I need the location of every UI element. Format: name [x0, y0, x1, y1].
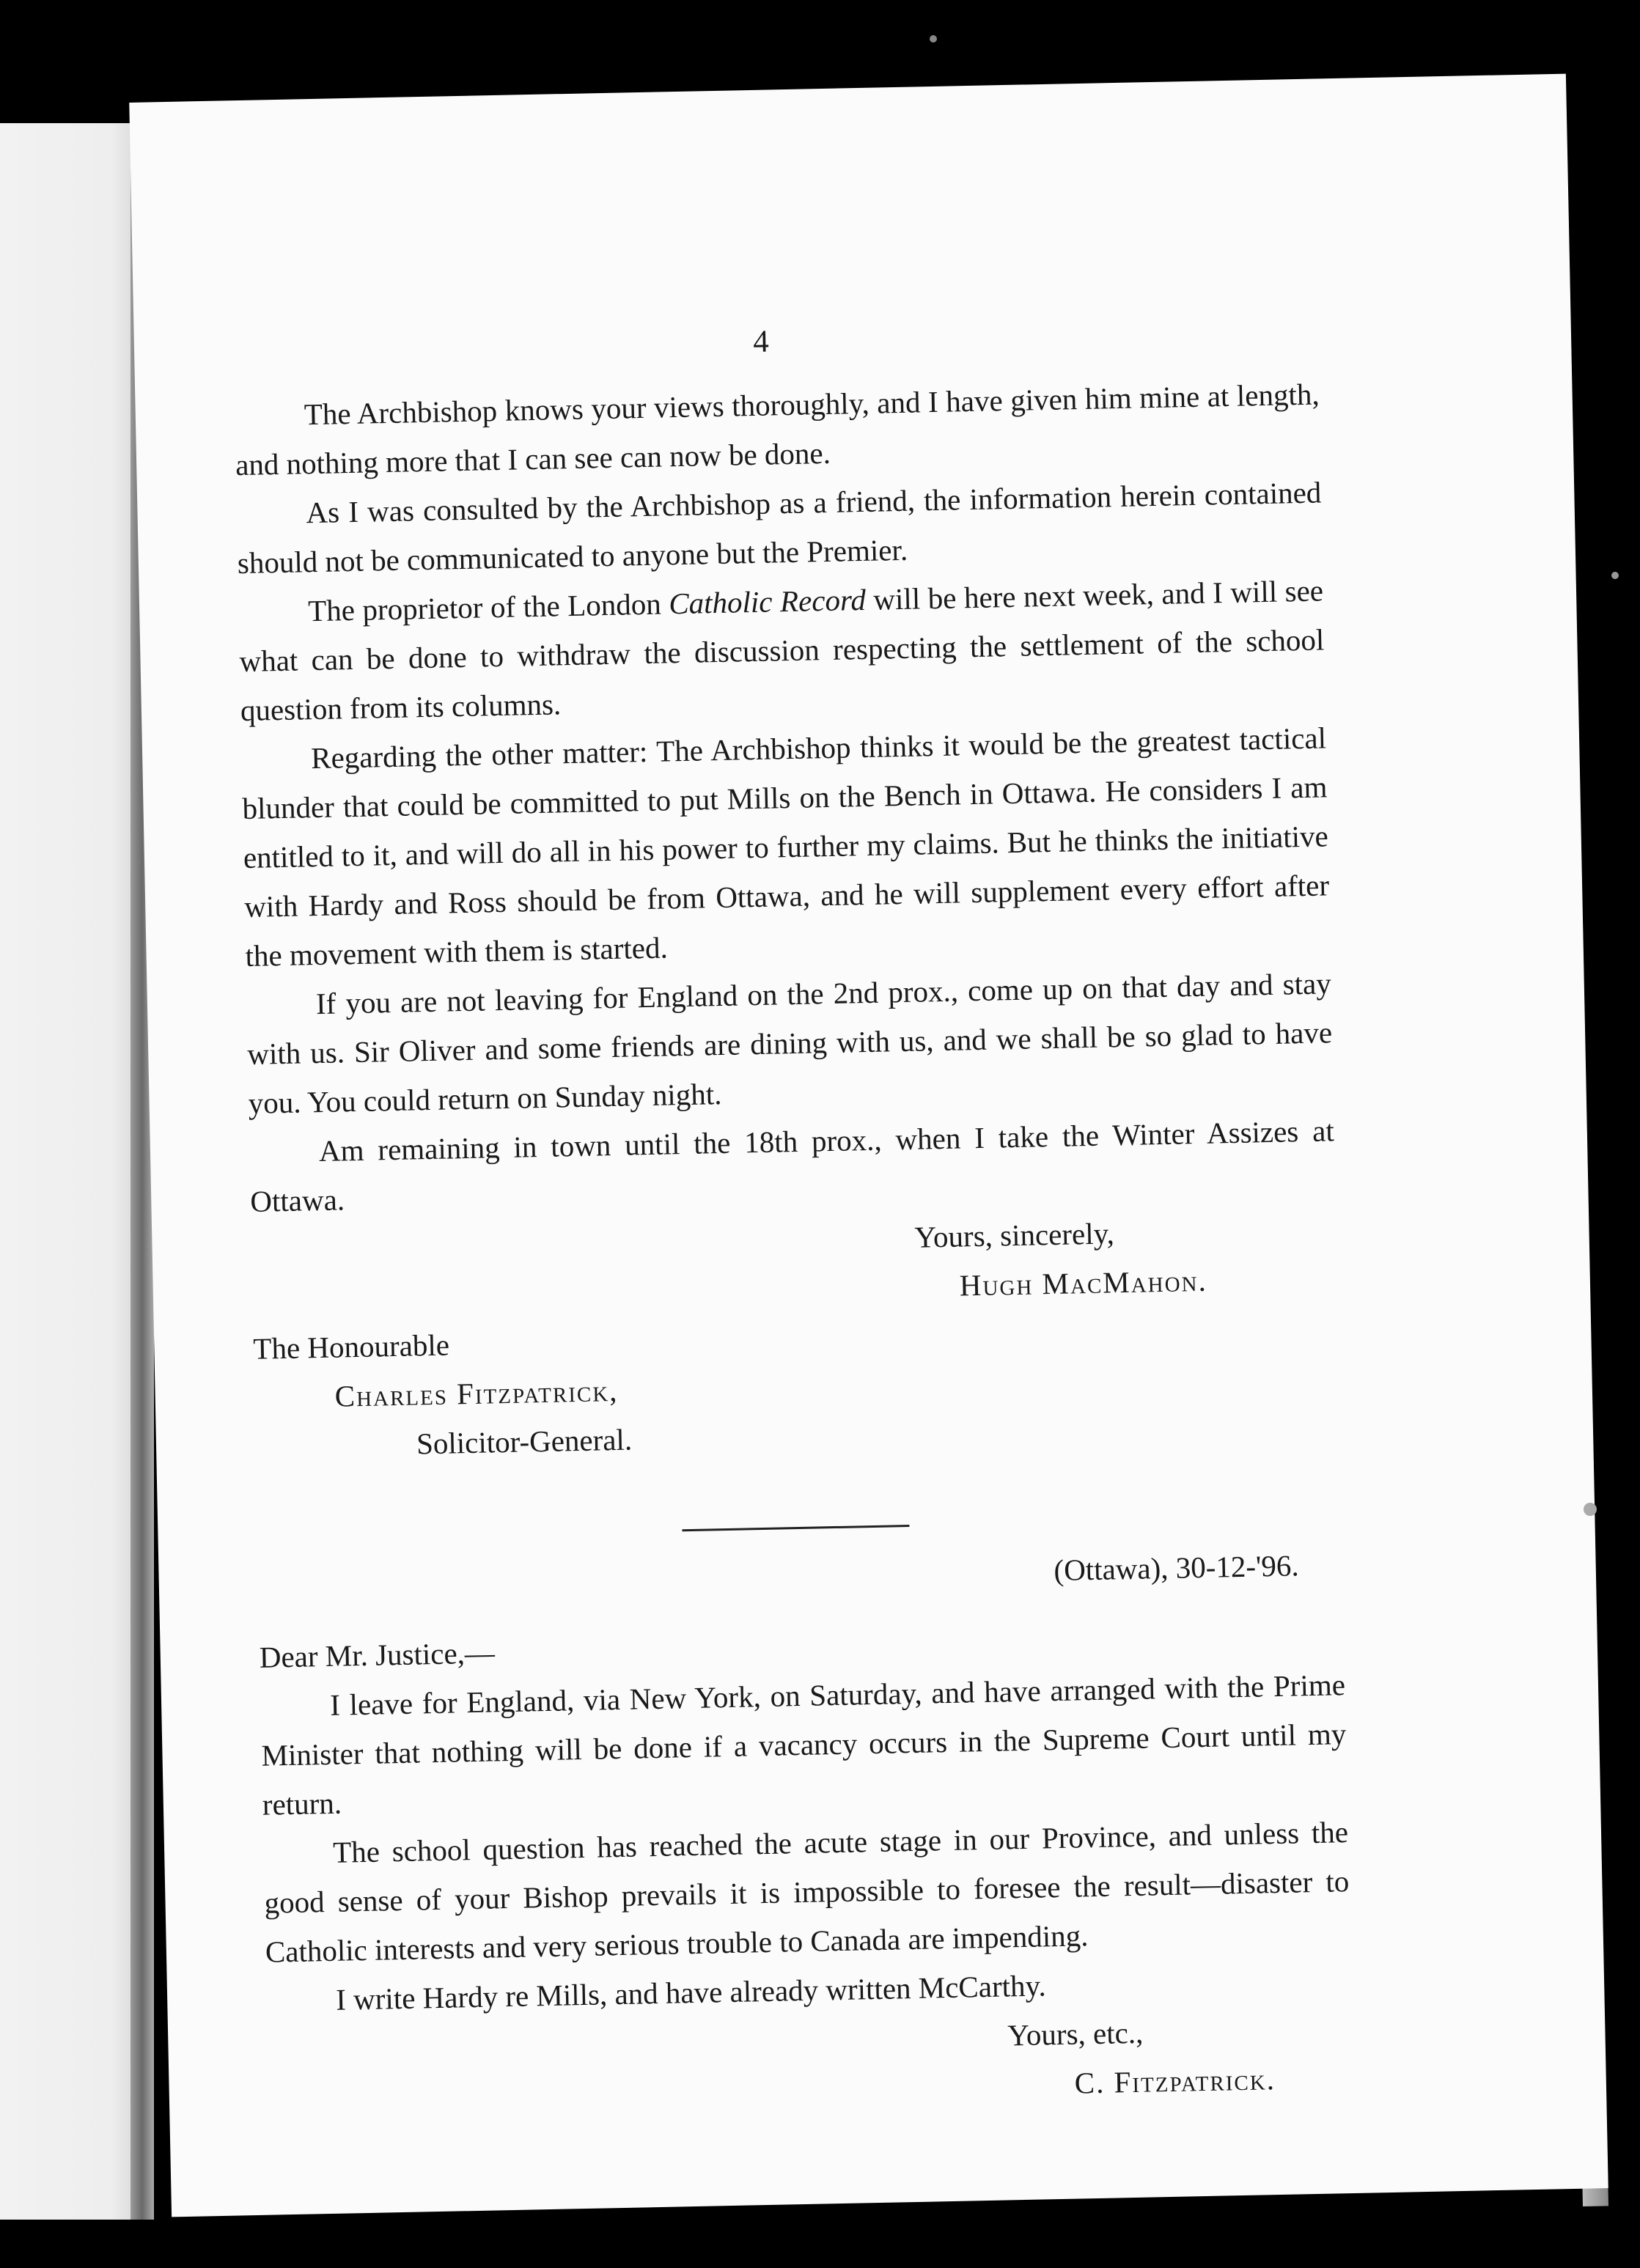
closing: Yours, etc., [1007, 2015, 1144, 2052]
newspaper-title: Catholic Record [668, 582, 867, 621]
signature: C. Fitzpatrick. [1074, 2062, 1276, 2100]
addressee-line: The Honourable [252, 1328, 450, 1366]
addressee-title: Solicitor-General. [416, 1422, 633, 1461]
paragraph: The Archbishop knows your views thoroughly, and I have given him mine at length, and nothing more that I can see can now be done. [235, 377, 1320, 482]
dateline: (Ottawa), 30-12-'96. [1054, 1548, 1300, 1588]
text-run: will be here next week, and I will see what can be done to withdraw the discussion respecting the settlement of the school question from its columns. [239, 573, 1325, 728]
facing-page [0, 123, 139, 2220]
scan-speck [930, 35, 937, 43]
document-page [129, 74, 1608, 2217]
section-divider [682, 1525, 909, 1531]
paragraph: Regarding the other matter: The Archbishop thinks it would be the greatest tactical blunder that could be committed to put Mills on the Bench in Ottawa. He considers I am entitled to it, and will do all in his power to further my claims. But he thinks the initiative with Hardy and Ross should be from Ottawa, and he will supplement every effort after the movement with them is started. [242, 721, 1330, 973]
paragraph: If you are not leaving for England on the 2nd prox., come up on that day and stay with us. Sir Oliver and some friends are dining with us, and we shall be so glad to have you. You could return on Sunday night. [246, 966, 1333, 1120]
text-run: The proprietor of the London [307, 586, 669, 628]
page-number: 4 [752, 324, 770, 359]
letter-macmahon [234, 369, 1340, 1471]
paragraph: Am remaining in town until the 18th prox., when I take the Winter Assizes at Ottawa. [249, 1113, 1335, 1218]
scan-speck [1584, 1503, 1597, 1516]
scan-speck [1611, 572, 1619, 579]
closing: Yours, sincerely, [914, 1216, 1115, 1254]
signature: Hugh MacMahon. [959, 1263, 1208, 1303]
paragraph: I leave for England, via New York, on Saturday, and have arranged with the Prime Minister that nothing will be done if a vacancy occurs in the Supreme Court until my return. [261, 1668, 1347, 1822]
salutation: Dear Mr. Justice,— [259, 1635, 496, 1674]
paragraph: As I was consulted by the Archbishop as a friend, the information herein contained should not be communicated to anyone but the Premier. [237, 475, 1322, 581]
paragraph: I write Hardy re Mills, and have already written McCarthy. [335, 1968, 1047, 2017]
page-text [232, 306, 1353, 2124]
addressee-name: Charles Fitzpatrick, [334, 1373, 619, 1413]
paragraph [238, 566, 1326, 735]
letter-fitzpatrick [257, 1540, 1353, 2124]
paragraph: The school question has reached the acute stage in our Province, and unless the good sense of your Bishop prevails it is impossible to foresee the result—disaster to Catholic interests and very serious trouble to Canada are impending. [264, 1815, 1350, 1969]
